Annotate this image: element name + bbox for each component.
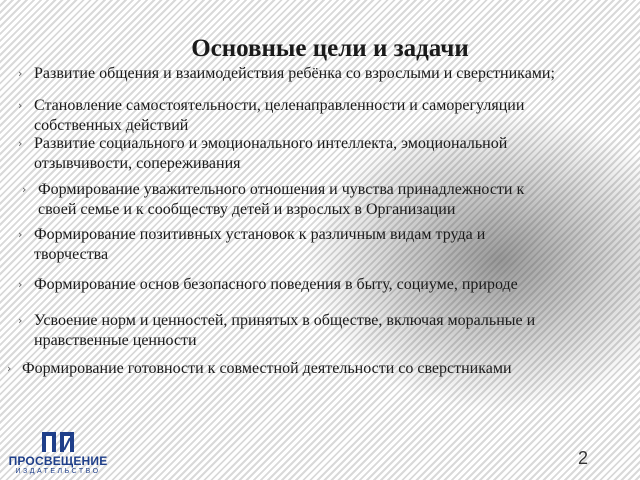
list-item: › Развитие общения и взаимодействия ребёнка со взрослыми и сверстниками; [18,65,555,82]
chevron-right-icon: › [18,137,23,150]
chevron-right-icon: › [18,278,23,291]
logo-name: ПРОСВЕЩЕНИЕ [8,454,108,468]
list-item: › Формирование позитивных установок к различным видам труда и творчества [18,226,486,263]
list-item: › Развитие социального и эмоционального интеллекта, эмоциональной отзывчивости, сопереживания [18,135,508,172]
list-item: › Усвоение норм и ценностей, принятых в обществе, включая моральные и нравственные ценности [18,312,536,349]
chevron-right-icon: › [18,99,23,112]
publisher-logo [4,430,112,478]
chevron-right-icon: › [18,228,23,241]
list-item: › Формирование готовности к совместной деятельности со сверстниками [7,360,512,377]
logo-mark-icon [40,430,76,454]
list-item: › Формирование основ безопасного поведения в быту, социуме, природе [18,276,518,293]
chevron-right-icon: › [22,183,27,196]
page-number: 2 [578,448,589,468]
slide-title: Основные цели и задачи [191,35,469,62]
list-item: › Формирование уважительного отношения и чувства принадлежности к своей семье и к сообществу детей и взрослых в Организации [22,181,525,218]
chevron-right-icon: › [18,314,23,327]
list-item: › Становление самостоятельности, целенаправленности и саморегуляции собственных действий [18,97,525,134]
chevron-right-icon: › [7,362,12,375]
chevron-right-icon: › [18,67,23,80]
logo-subtitle: ИЗДАТЕЛЬСТВО [15,468,101,475]
